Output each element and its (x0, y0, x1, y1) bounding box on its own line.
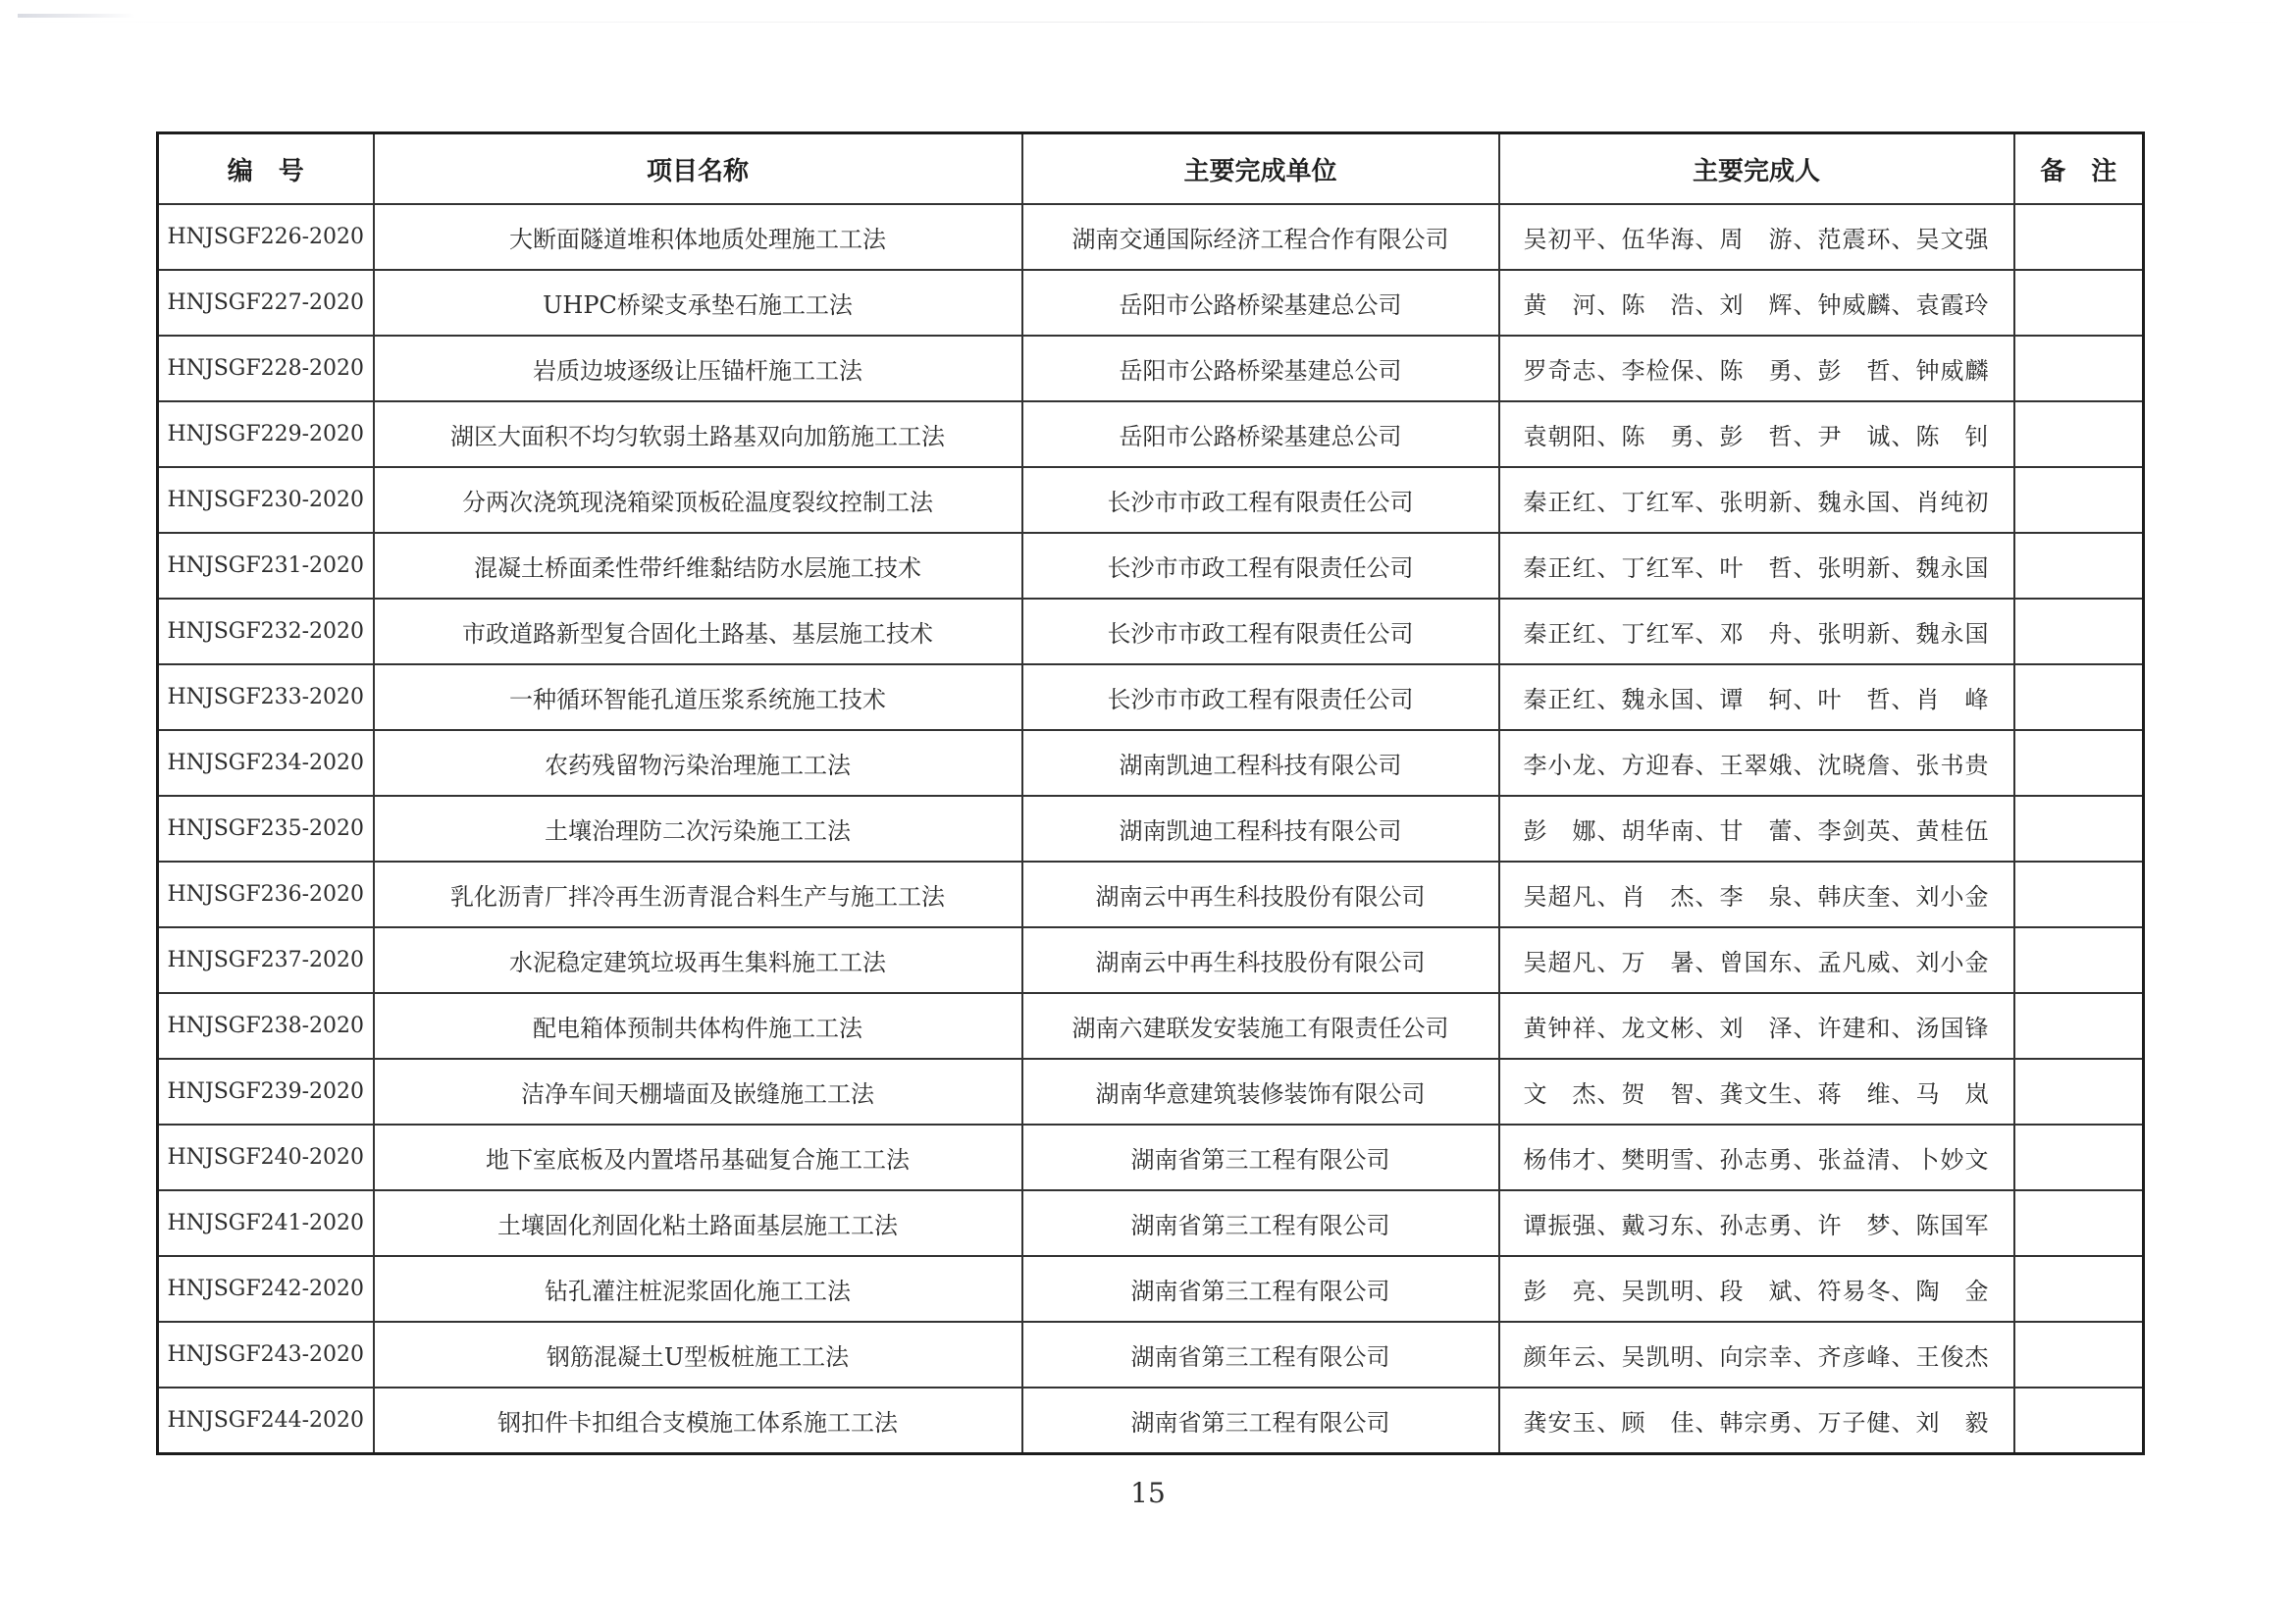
header-main-unit: 主要完成单位 (1022, 133, 1499, 205)
cell-main-unit: 湖南省第三工程有限公司 (1022, 1125, 1499, 1190)
cell-project-name: 岩质边坡逐级让压锚杆施工工法 (374, 336, 1022, 401)
cell-project-name: 土壤治理防二次污染施工工法 (374, 796, 1022, 862)
cell-project-name: 钻孔灌注桩泥浆固化施工工法 (374, 1256, 1022, 1322)
cell-code: HNJSGF244-2020 (158, 1388, 374, 1454)
cell-main-people: 袁朝阳、陈 勇、彭 哲、尹 诚、陈 钊 (1499, 401, 2014, 467)
cell-code: HNJSGF233-2020 (158, 664, 374, 730)
cell-code: HNJSGF228-2020 (158, 336, 374, 401)
cell-code: HNJSGF235-2020 (158, 796, 374, 862)
cell-main-unit: 湖南省第三工程有限公司 (1022, 1190, 1499, 1256)
table-row (158, 204, 2144, 270)
cell-project-name: 大断面隧道堆积体地质处理施工工法 (374, 204, 1022, 270)
cell-code: HNJSGF230-2020 (158, 467, 374, 533)
cell-project-name: UHPC桥梁支承垫石施工工法 (374, 270, 1022, 336)
table-row (158, 270, 2144, 336)
table-row (158, 927, 2144, 993)
cell-main-unit: 湖南凯迪工程科技有限公司 (1022, 730, 1499, 796)
cell-remark (2014, 1190, 2144, 1256)
cell-remark (2014, 336, 2144, 401)
header-row (158, 133, 2144, 205)
cell-project-name: 洁净车间天棚墙面及嵌缝施工工法 (374, 1059, 1022, 1125)
cell-project-name: 钢扣件卡扣组合支模施工体系施工工法 (374, 1388, 1022, 1454)
cell-code: HNJSGF232-2020 (158, 599, 374, 664)
cell-project-name: 乳化沥青厂拌冷再生沥青混合料生产与施工工法 (374, 862, 1022, 927)
table-row (158, 993, 2144, 1059)
cell-remark (2014, 401, 2144, 467)
cell-main-unit: 湖南凯迪工程科技有限公司 (1022, 796, 1499, 862)
cell-main-people: 彭 娜、胡华南、甘 蕾、李剑英、黄桂伍 (1499, 796, 2014, 862)
table-row (158, 730, 2144, 796)
cell-remark (2014, 533, 2144, 599)
table-row (158, 533, 2144, 599)
cell-project-name: 地下室底板及内置塔吊基础复合施工工法 (374, 1125, 1022, 1190)
table-body (158, 204, 2144, 1454)
cell-main-people: 吴初平、伍华海、周 游、范震环、吴文强 (1499, 204, 2014, 270)
cell-project-name: 配电箱体预制共体构件施工工法 (374, 993, 1022, 1059)
cell-code: HNJSGF226-2020 (158, 204, 374, 270)
award-table (156, 131, 2145, 1455)
cell-remark (2014, 1059, 2144, 1125)
cell-main-people: 杨伟才、樊明雪、孙志勇、张益清、卜妙文 (1499, 1125, 2014, 1190)
cell-code: HNJSGF241-2020 (158, 1190, 374, 1256)
table-row (158, 664, 2144, 730)
cell-main-unit: 湖南交通国际经济工程合作有限公司 (1022, 204, 1499, 270)
table-row (158, 1388, 2144, 1454)
table-row (158, 401, 2144, 467)
table-row (158, 1059, 2144, 1125)
cell-code: HNJSGF237-2020 (158, 927, 374, 993)
table-row (158, 599, 2144, 664)
cell-main-people: 秦正红、丁红军、叶 哲、张明新、魏永国 (1499, 533, 2014, 599)
cell-main-unit: 湖南省第三工程有限公司 (1022, 1322, 1499, 1388)
cell-project-name: 一种循环智能孔道压浆系统施工技术 (374, 664, 1022, 730)
table-row (158, 1125, 2144, 1190)
cell-main-unit: 岳阳市公路桥梁基建总公司 (1022, 401, 1499, 467)
table-row (158, 467, 2144, 533)
cell-main-people: 文 杰、贺 智、龚文生、蒋 维、马 岚 (1499, 1059, 2014, 1125)
table-row (158, 1256, 2144, 1322)
cell-main-unit: 湖南华意建筑装修装饰有限公司 (1022, 1059, 1499, 1125)
cell-remark (2014, 730, 2144, 796)
cell-main-people: 谭振强、戴习东、孙志勇、许 梦、陈国军 (1499, 1190, 2014, 1256)
cell-remark (2014, 270, 2144, 336)
cell-main-unit: 长沙市市政工程有限责任公司 (1022, 533, 1499, 599)
header-remark: 备 注 (2014, 133, 2144, 205)
cell-main-people: 罗奇志、李检保、陈 勇、彭 哲、钟威麟 (1499, 336, 2014, 401)
cell-code: HNJSGF234-2020 (158, 730, 374, 796)
cell-remark (2014, 599, 2144, 664)
cell-main-unit: 湖南省第三工程有限公司 (1022, 1256, 1499, 1322)
header-main-people: 主要完成人 (1499, 133, 2014, 205)
cell-remark (2014, 1256, 2144, 1322)
cell-main-unit: 岳阳市公路桥梁基建总公司 (1022, 336, 1499, 401)
cell-code: HNJSGF229-2020 (158, 401, 374, 467)
cell-main-people: 李小龙、方迎春、王翠娥、沈晓詹、张书贵 (1499, 730, 2014, 796)
cell-main-unit: 长沙市市政工程有限责任公司 (1022, 664, 1499, 730)
cell-code: HNJSGF243-2020 (158, 1322, 374, 1388)
cell-project-name: 土壤固化剂固化粘土路面基层施工工法 (374, 1190, 1022, 1256)
cell-remark (2014, 993, 2144, 1059)
cell-remark (2014, 1388, 2144, 1454)
table-header (158, 133, 2144, 205)
cell-code: HNJSGF242-2020 (158, 1256, 374, 1322)
cell-code: HNJSGF239-2020 (158, 1059, 374, 1125)
cell-code: HNJSGF238-2020 (158, 993, 374, 1059)
cell-remark (2014, 796, 2144, 862)
cell-remark (2014, 1125, 2144, 1190)
header-code: 编 号 (158, 133, 374, 205)
cell-code: HNJSGF240-2020 (158, 1125, 374, 1190)
cell-project-name: 湖区大面积不均匀软弱土路基双向加筋施工工法 (374, 401, 1022, 467)
cell-project-name: 农药残留物污染治理施工工法 (374, 730, 1022, 796)
cell-main-people: 龚安玉、顾 佳、韩宗勇、万子健、刘 毅 (1499, 1388, 2014, 1454)
cell-code: HNJSGF231-2020 (158, 533, 374, 599)
cell-remark (2014, 1322, 2144, 1388)
cell-main-people: 吴超凡、万 暑、曾国东、孟凡威、刘小金 (1499, 927, 2014, 993)
cell-remark (2014, 204, 2144, 270)
cell-main-people: 吴超凡、肖 杰、李 泉、韩庆奎、刘小金 (1499, 862, 2014, 927)
header-project-name: 项目名称 (374, 133, 1022, 205)
cell-main-unit: 湖南云中再生科技股份有限公司 (1022, 862, 1499, 927)
cell-remark (2014, 862, 2144, 927)
cell-main-people: 秦正红、魏永国、谭 轲、叶 哲、肖 峰 (1499, 664, 2014, 730)
scan-artifact-line (0, 22, 2296, 23)
table-row (158, 1190, 2144, 1256)
cell-remark (2014, 664, 2144, 730)
table-row (158, 796, 2144, 862)
table-row (158, 336, 2144, 401)
cell-main-people: 彭 亮、吴凯明、段 斌、符易冬、陶 金 (1499, 1256, 2014, 1322)
cell-main-people: 黄钟祥、龙文彬、刘 泽、许建和、汤国锋 (1499, 993, 2014, 1059)
cell-project-name: 分两次浇筑现浇箱梁顶板砼温度裂纹控制工法 (374, 467, 1022, 533)
cell-main-people: 秦正红、丁红军、邓 舟、张明新、魏永国 (1499, 599, 2014, 664)
cell-main-people: 黄 河、陈 浩、刘 辉、钟威麟、袁霞玲 (1499, 270, 2014, 336)
table-row (158, 862, 2144, 927)
cell-main-unit: 长沙市市政工程有限责任公司 (1022, 467, 1499, 533)
cell-project-name: 市政道路新型复合固化土路基、基层施工技术 (374, 599, 1022, 664)
cell-main-unit: 湖南省第三工程有限公司 (1022, 1388, 1499, 1454)
cell-main-people: 秦正红、丁红军、张明新、魏永国、肖纯初 (1499, 467, 2014, 533)
cell-main-unit: 湖南云中再生科技股份有限公司 (1022, 927, 1499, 993)
cell-main-unit: 岳阳市公路桥梁基建总公司 (1022, 270, 1499, 336)
cell-main-people: 颜年云、吴凯明、向宗幸、齐彦峰、王俊杰 (1499, 1322, 2014, 1388)
cell-code: HNJSGF236-2020 (158, 862, 374, 927)
cell-project-name: 混凝土桥面柔性带纤维黏结防水层施工技术 (374, 533, 1022, 599)
cell-code: HNJSGF227-2020 (158, 270, 374, 336)
scan-artifact (18, 14, 135, 18)
table-row (158, 1322, 2144, 1388)
cell-remark (2014, 467, 2144, 533)
cell-remark (2014, 927, 2144, 993)
cell-main-unit: 湖南六建联发安装施工有限责任公司 (1022, 993, 1499, 1059)
cell-main-unit: 长沙市市政工程有限责任公司 (1022, 599, 1499, 664)
page-number: 15 (1130, 1477, 1166, 1509)
cell-project-name: 水泥稳定建筑垃圾再生集料施工工法 (374, 927, 1022, 993)
cell-project-name: 钢筋混凝土U型板桩施工工法 (374, 1322, 1022, 1388)
